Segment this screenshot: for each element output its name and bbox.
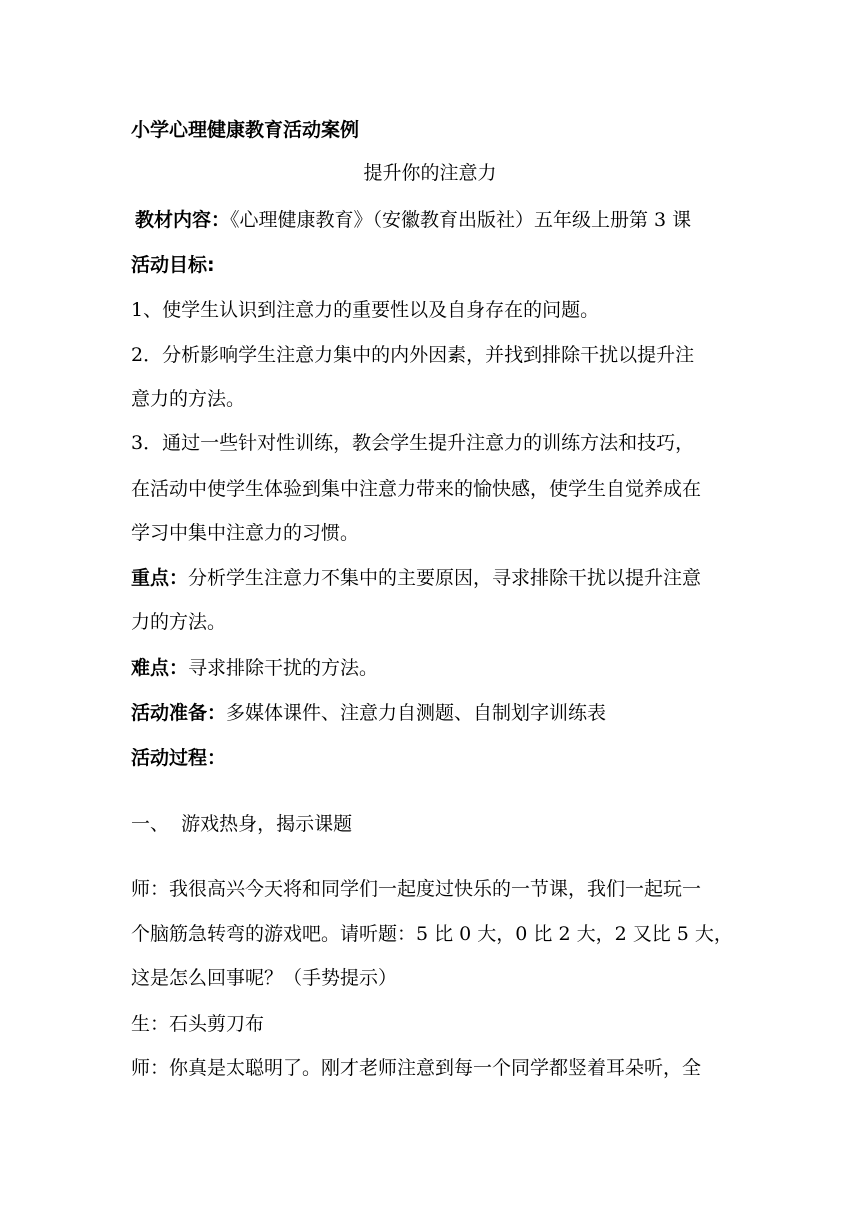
para-2: 生：石头剪刀布 <box>131 1013 265 1035</box>
doc-heading: 小学心理健康教育活动案例 <box>131 119 360 141</box>
goals-label: 活动目标: <box>131 254 215 276</box>
key-point-line-2: 力的方法。 <box>131 611 227 633</box>
goal-3-line-2: 在活动中使学生体验到集中注意力带来的愉快感，使学生自觉养成在 <box>131 478 702 500</box>
doc-title: 提升你的注意力 <box>363 162 497 184</box>
para-1-line-1: 师：我很高兴今天将和同学们一起度过快乐的一节课，我们一起玩一 <box>131 878 702 900</box>
material-text: 《心理健康教育》（安徽教育出版社）五年级上册第 3 课 <box>230 209 692 231</box>
difficulty-text: 寻求排除干扰的方法。 <box>188 657 379 679</box>
para-1-line-3: 这是怎么回事呢？（手势提示） <box>131 967 398 989</box>
key-point-text: 分析学生注意力不集中的主要原因，寻求排除干扰以提升注意 <box>188 567 702 589</box>
prep-label: 活动准备： <box>131 702 227 724</box>
key-point-line-1 <box>131 565 731 591</box>
difficulty-line <box>131 655 731 681</box>
goal-2-line-1: 2．分析影响学生注意力集中的内外因素，并找到排除干扰以提升注 <box>131 344 695 366</box>
goal-3-line-3: 学习中集中注意力的习惯。 <box>131 522 360 544</box>
material-line <box>135 207 735 233</box>
key-point-label: 重点： <box>131 567 189 589</box>
goal-3-line-1: 3．通过一些针对性训练，教会学生提升注意力的训练方法和技巧， <box>131 432 695 454</box>
section-1-heading: 一、 游戏热身，揭示课题 <box>131 813 353 835</box>
prep-text: 多媒体课件、注意力自测题、自制划字训练表 <box>226 702 607 724</box>
goal-1: 1、使学生认识到注意力的重要性以及自身存在的问题。 <box>131 299 600 321</box>
para-1-line-2: 个脑筋急转弯的游戏吧。请听题：5 比 0 大，0 比 2 大，2 又比 5 大， <box>131 923 733 945</box>
prep-line <box>131 700 731 726</box>
goal-2-line-2: 意力的方法。 <box>131 388 246 410</box>
process-label: 活动过程： <box>131 747 227 769</box>
para-3-line-1: 师：你真是太聪明了。刚才老师注意到每一个同学都竖着耳朵听，全 <box>131 1057 702 1079</box>
material-label: 教材内容： <box>135 209 231 231</box>
difficulty-label: 难点： <box>131 657 189 679</box>
